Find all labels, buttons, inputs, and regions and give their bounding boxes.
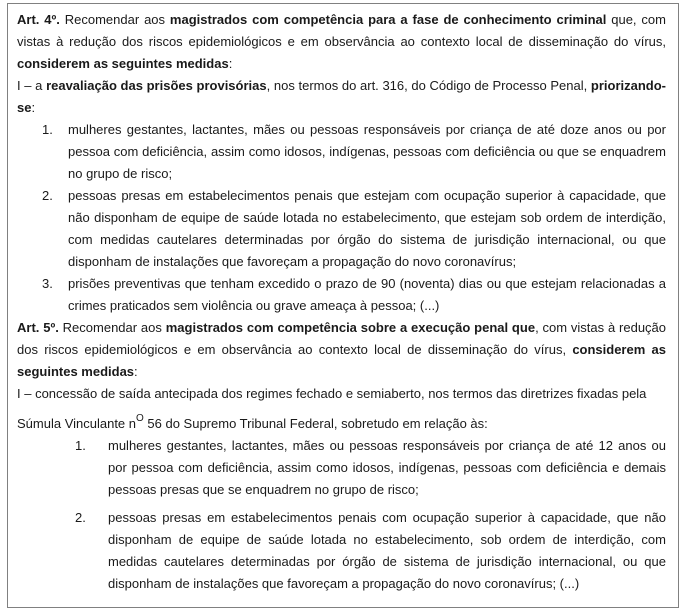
list-item	[17, 273, 666, 317]
art5-intro-end: :	[134, 364, 138, 379]
art5-intro-text-1: Recomendar aos	[58, 320, 166, 335]
list-item-number: 2.	[75, 510, 86, 525]
list-item-text: pessoas presas em estabelecimentos penais que estejam com ocupação superior à capacidade, que não disponham de equipe de saúde lotada no estabelecimento, que estejam sob ordem de interdição, com medidas cautelares determinadas por órgão do sistema de jurisdição internacional, ou que disponham de instalações que favoreçam a propagação do novo coronavírus;	[68, 188, 666, 269]
art5-inciso-1: I – concessão de saída antecipada dos regimes fechado e semiaberto, nos termos das diretrizes fixadas pela	[17, 386, 647, 401]
list-item-text: mulheres gestantes, lactantes, mães ou pessoas responsáveis por criança de até 12 anos ou por pessoa com deficiência, assim como idosos, indígenas, pessoas com deficiência e demais pessoas presas que se enquadrem no grupo de risco;	[108, 438, 666, 497]
list-item-number: 1.	[75, 438, 86, 453]
art4-inciso-1	[17, 75, 666, 119]
art5-list	[17, 435, 666, 595]
art4-intro-bold: magistrados com competência para a fase de conhecimento criminal	[169, 12, 607, 27]
sumula-pre: Súmula Vinculante n	[17, 416, 137, 431]
art5-title: Art. 5º.	[17, 320, 59, 335]
list-item-text: pessoas presas em estabelecimentos penais com ocupação superior à capacidade, que não disponham de equipe de saúde lotada no estabelecimento, sob ordem de interdição, com medidas cautelares determinadas por órgão de sistema de jurisdição internacional, ou que disponham de instalações que favoreçam a propagação do novo coronavírus; (...)	[108, 510, 666, 591]
document-box	[7, 3, 679, 608]
art4-intro-text-2: que, com vistas à redução dos riscos epidemiológicos e em observância ao contexto local de disseminação do vírus,	[17, 12, 666, 49]
art4-intro	[17, 9, 666, 75]
art4-intro-end: :	[228, 56, 233, 71]
art5-intro-text-2: , com vistas à redução dos riscos epidemiológicos e em observância ao contexto local de disseminação do vírus,	[17, 320, 667, 357]
art4-inc1-mid: , nos termos do art. 316, do Código de Processo Penal,	[266, 78, 591, 93]
art4-inc1-bold-2: priorizando-se	[17, 78, 666, 115]
list-item	[17, 507, 666, 595]
art5-sumula-line	[17, 413, 666, 435]
art5-intro-bold: magistrados com competência sobre a execução penal que	[165, 320, 536, 335]
list-item-text: mulheres gestantes, lactantes, mães ou pessoas responsáveis por criança de até doze anos ou por pessoa com deficiência, assim como idosos, indígenas, pessoas com deficiência ou que se enquadrem no grupo de risco;	[68, 122, 666, 181]
art5-intro	[17, 317, 666, 383]
art4-list	[17, 119, 666, 317]
art4-inc1-end: :	[31, 100, 36, 115]
list-item-text: prisões preventivas que tenham excedido o prazo de 90 (noventa) dias ou que estejam relacionadas a crimes praticados sem violência ou grave ameaça à pessoa; (...)	[68, 276, 666, 313]
art4-intro-text-1: Recomendar aos	[59, 12, 170, 27]
art5-intro-bold-2: considerem as seguintes medidas	[17, 342, 666, 379]
art4-inc1-pre: I – a	[17, 78, 47, 93]
art4-title: Art. 4º.	[17, 12, 60, 27]
list-item	[17, 185, 666, 273]
sumula-superscript: O	[136, 412, 144, 424]
list-item-number: 2.	[42, 188, 53, 203]
art4-intro-bold-2: considerem as seguintes medidas	[17, 56, 229, 71]
sumula-post: 56 do Supremo Tribunal Federal, sobretudo em relação às:	[143, 416, 488, 431]
list-item	[17, 435, 666, 501]
art4-inc1-bold: reavaliação das prisões provisórias	[46, 78, 267, 93]
list-item-number: 1.	[42, 122, 53, 137]
list-item-number: 3.	[42, 276, 53, 291]
list-item	[17, 119, 666, 185]
